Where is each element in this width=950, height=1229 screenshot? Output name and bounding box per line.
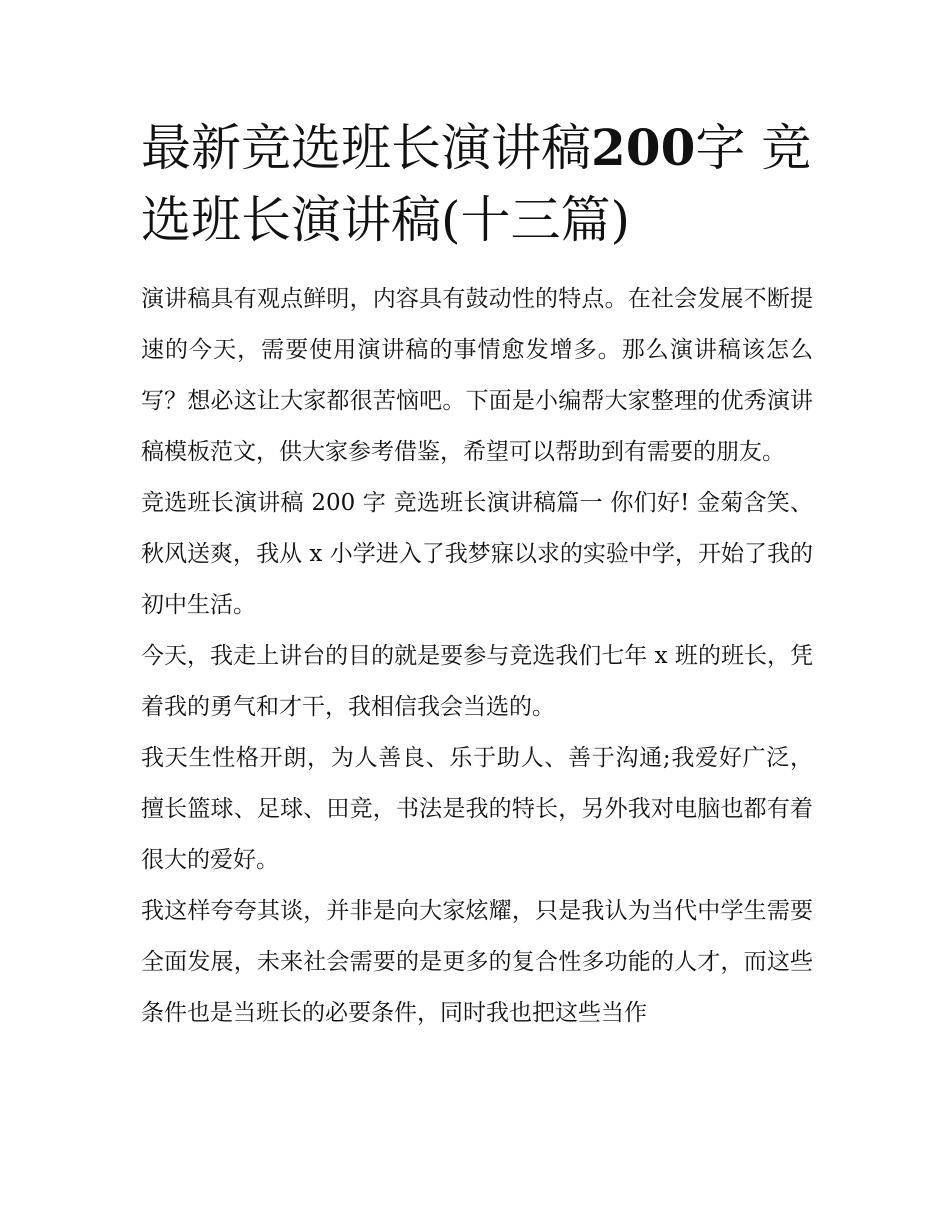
title-text-number: 200	[591, 118, 696, 177]
paragraph-purpose: 今天，我走上讲台的目的就是要参与竞选我们七年 x 班的班长，凭着我的勇气和才干，我相信我会当选的。	[141, 643, 813, 720]
document-title	[141, 112, 813, 256]
paragraph-speech-opening: 竞选班长演讲稿 200 字 竞选班长演讲稿篇一 你们好! 金菊含笑、秋风送爽，我从 x 小学进入了我梦寐以求的实验中学，开始了我的初中生活。	[141, 490, 813, 618]
title-text-part3: 字 竞选班长演讲稿(十三篇)	[141, 119, 812, 249]
paragraph-personality: 我天生性格开朗，为人善良、乐于助人、善于沟通;我爱好广泛，擅长篮球、足球、田竞，书法是我的特长，另外我对电脑也都有着很大的爱好。	[141, 745, 813, 873]
document-content	[141, 112, 813, 1039]
title-text-part1: 最新竞选班长演讲稿	[141, 119, 591, 177]
paragraph-intro: 演讲稿具有观点鲜明，内容具有鼓动性的特点。在社会发展不断提速的今天，需要使用演讲稿的事情愈发增多。那么演讲稿该怎么写？想必这让大家都很苦恼吧。下面是小编帮大家整理的优秀演讲稿模板范文，供大家参考借鉴，希望可以帮助到有需要的朋友。	[141, 286, 813, 465]
paragraph-development: 我这样夸夸其谈，并非是向大家炫耀，只是我认为当代中学生需要全面发展，未来社会需要的是更多的复合性多功能的人才，而这些条件也是当班长的必要条件，同时我也把这些当作	[141, 898, 813, 1026]
